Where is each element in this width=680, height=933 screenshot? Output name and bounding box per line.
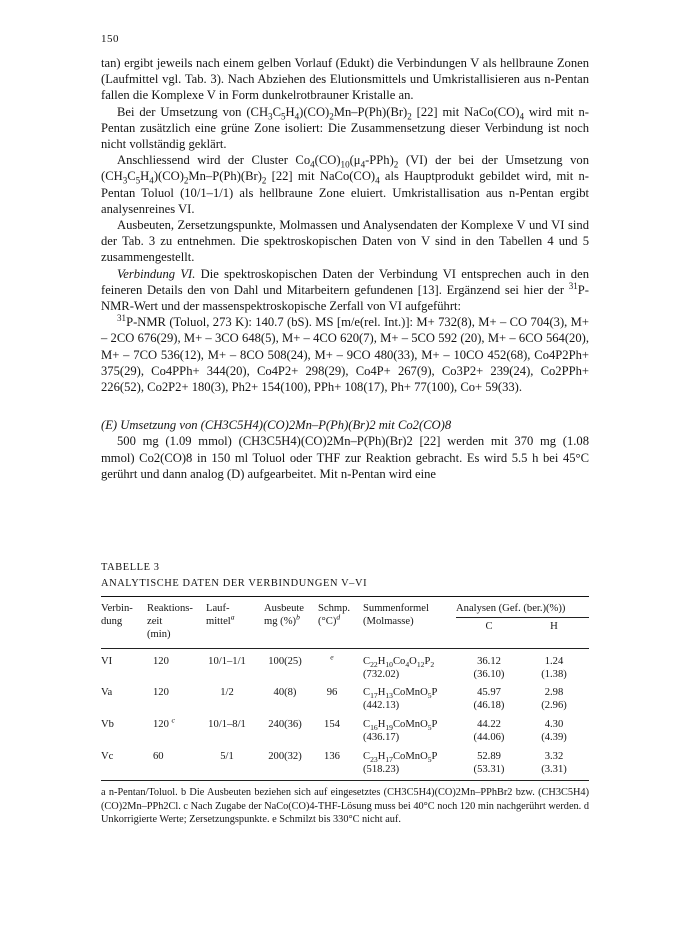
table-header-rule bbox=[101, 648, 589, 649]
cell-ausbeute: 40(8) bbox=[273, 687, 297, 698]
table-top-rule bbox=[101, 596, 589, 597]
cell-h: 1.24 (1.38) bbox=[541, 656, 567, 680]
col-summenformel: Summenformel (Molmasse) bbox=[363, 603, 429, 627]
page-number: 150 bbox=[101, 33, 119, 45]
cell-ausbeute: 100(25) bbox=[268, 656, 302, 667]
cell-verbindung: Vb bbox=[101, 719, 114, 730]
paragraph-2: Bei der Umsetzung von $(CH_3C_5H_4)(CO)_2Mn-P(Ph)(Br)_2$ [22] mit $NaCo(CO)_4$ wird mit n-Pentan zusätzlich eine grüne Zone isoliert: Die Zusammensetzung dieser Verbindung ist noch nicht vollständig geklärt. bbox=[101, 104, 589, 152]
subsection-title: Verbindung VI. bbox=[117, 266, 196, 281]
cell-c: 52.89 (53.31) bbox=[473, 751, 505, 775]
cell-h: 3.32 (3.31) bbox=[541, 751, 567, 775]
cell-zeit: 120 bbox=[153, 656, 169, 667]
col-laufmittel: Lauf- mittel$^a$ bbox=[206, 603, 235, 627]
cell-h: 2.98 (2.96) bbox=[541, 687, 567, 711]
col-reaktionszeit: Reaktions- zeit (min) bbox=[147, 603, 193, 640]
cell-h: 4.30 (4.39) bbox=[541, 719, 567, 743]
col-h: H bbox=[550, 621, 558, 632]
cell-formel: $C_{16}H_{19}CoMnO_5P$ (436.17) bbox=[363, 719, 438, 743]
cell-schmp: 154 bbox=[324, 719, 340, 730]
cell-c: 36.12 (36.10) bbox=[473, 656, 505, 680]
col-schmp: Schmp. $(^\circ C)^d$ bbox=[318, 603, 351, 627]
cell-laufmittel: 1/2 bbox=[220, 687, 234, 698]
cell-ausbeute: 200(32) bbox=[268, 751, 302, 762]
table-footnote: a n-Pentan/Toluol. b Die Ausbeuten beziehen sich auf eingesetztes (CH3C5H4)(CO)2Mn–PPhBr2 bzw. (CH3C5H4)(CO)2Mn–PPh2Cl. c Nach Zugabe der NaCo(CO)4-THF-Lösung muss bei 40°C noch 120 min nachgerührt werden. d Unkorrigierte Werte; Zersetzungspunkte. e Schmilzt bis 330°C nicht auf. bbox=[101, 787, 589, 826]
col-c: C bbox=[485, 621, 493, 632]
table-bottom-rule bbox=[101, 780, 589, 781]
col-verbindung: Verbin- dung bbox=[101, 603, 133, 627]
cell-c: 45.97 (46.18) bbox=[473, 687, 505, 711]
paragraph-5: Verbindung VI. Die spektroskopischen Daten der Verbindung VI entsprechen auch in den feineren Details den von Dahl und Mitarbeitern gefundenen [13]. Ergänzend sei hier der $^{31}$P-NMR-Wert und der massenspektroskopische Zerfall von VI aufgeführt: bbox=[101, 266, 589, 314]
cell-formel: $C_{23}H_{17}CoMnO_5P$ (518.23) bbox=[363, 751, 438, 775]
cell-laufmittel: 10/1–1/1 bbox=[208, 656, 246, 667]
cell-formel: $C_{22}H_{10}Co_4O_{12}P_2$ (732.02) bbox=[363, 656, 435, 680]
body-text bbox=[101, 55, 589, 482]
col-analysen: Analysen (Gef. (ber.)(%)) bbox=[456, 603, 566, 614]
cell-schmp: e bbox=[330, 652, 334, 662]
section-e-body: 500 mg (1.09 mmol) (CH3C5H4)(CO)2Mn–P(Ph)(Br)2 [22] werden mit 370 mg (1.08 mmol) Co2(CO)8 in 150 ml Toluol oder THF zur Reaktion gebracht. Es wird 5.5 h bei 45°C gerührt und dann analog (D) aufgearbeitet. Mit n-Pentan wird eine bbox=[101, 434, 589, 481]
col-ausbeute: Ausbeute mg (%)$^b$ bbox=[264, 603, 305, 627]
cell-schmp: 96 bbox=[326, 687, 338, 698]
cell-verbindung: Va bbox=[101, 687, 113, 698]
cell-formel: $C_{17}H_{13}CoMnO_5P$ (442.13) bbox=[363, 687, 438, 711]
cell-laufmittel: 10/1–8/1 bbox=[208, 719, 246, 730]
nmr-ms-data: $^{31}$P-NMR (Toluol, 273 K): 140.7 (bS). MS [m/e(rel. Int.)]: M+ 732(8), M+ – CO 704(3), M+ – 2CO 676(29), M+ – 3CO 648(5), M+ – 4CO 620(7), M+ – 5CO 592 (20), M+ – 6CO 564(20), M+ – 7CO 536(12), M+ – 8CO 508(24), M+ – 9CO 480(33), M+ – 10CO 452(68), Co4P2Ph+ 375(29), Co4PPh+ 344(20), Co4P2+ 298(29), Co4P+ 267(9), Co3P2+ 239(24), Co2PPh+ 226(52), Co2P2+ 180(3), Ph2+ 154(100), PPh+ 108(17), Ph+ 77(100), Co+ 59(33). bbox=[101, 313, 589, 395]
paragraph-3: Anschliessend wird der Cluster $Co_4(CO)_{10}(\mu_4-PPh)_2$ (VI) der bei der Umsetzung von $(CH_3C_5H_4)(CO)_2Mn-P(Ph)(Br)_2$ [22] mit $NaCo(CO)_4$ als Hauptprodukt gebildet wird, mit n-Pentan Toluol (10/1–1/1) als hellbraune Zone eluiert. Umkristallisation aus n-Pentan ergibt analysenreines VI. bbox=[101, 153, 590, 216]
table-label: TABELLE 3 bbox=[101, 562, 160, 573]
cell-zeit: 120 $^c$ bbox=[153, 715, 175, 730]
paragraph-1: tan) ergibt jeweils nach einem gelben Vorlauf (Edukt) die Verbindungen V als hellbraune Zonen (Laufmittel vgl. Tab. 3). Nach Abziehen des Elutionsmittels und Umkristallisieren aus n-Pentan fallen die Komplexe V in Form dunkelrotbrauner Kristalle an. bbox=[101, 56, 589, 103]
cell-c: 44.22 (44.06) bbox=[473, 719, 505, 743]
cell-schmp: 136 bbox=[324, 751, 340, 762]
table-title: ANALYTISCHE DATEN DER VERBINDUNGEN V–VI bbox=[101, 578, 368, 589]
cell-verbindung: Vc bbox=[101, 751, 114, 762]
cell-zeit: 60 bbox=[153, 751, 164, 762]
cell-zeit: 120 bbox=[153, 687, 169, 698]
analysen-rule bbox=[456, 617, 589, 618]
cell-laufmittel: 5/1 bbox=[220, 751, 234, 762]
cell-ausbeute: 240(36) bbox=[268, 719, 302, 730]
paragraph-4: Ausbeuten, Zersetzungspunkte, Molmassen und Analysendaten der Komplexe V und VI sind der Tab. 3 zu entnehmen. Die spektroskopischen Daten von V sind in den Tabellen 4 und 5 zusammengestellt. bbox=[101, 218, 589, 265]
section-e-title: (E) Umsetzung von (CH3C5H4)(CO)2Mn–P(Ph)(Br)2 mit Co2(CO)8 bbox=[101, 418, 452, 433]
cell-verbindung: VI bbox=[101, 656, 113, 667]
